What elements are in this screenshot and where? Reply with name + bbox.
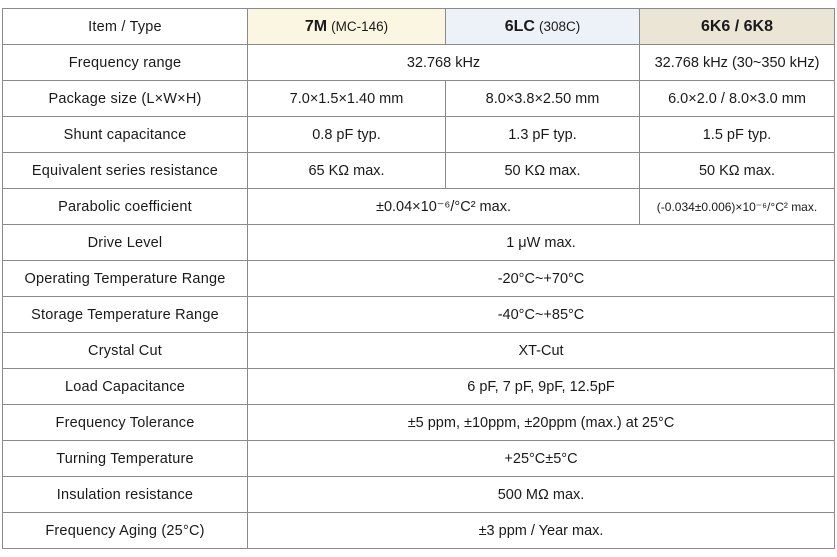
cell-value: ±3 ppm / Year max. bbox=[248, 513, 835, 549]
table-row bbox=[3, 81, 835, 117]
header-item-type: Item / Type bbox=[3, 9, 248, 45]
code-6lc: (308C) bbox=[539, 18, 581, 34]
table-row bbox=[3, 45, 835, 81]
table-row bbox=[3, 333, 835, 369]
row-label: Frequency Aging (25°C) bbox=[3, 513, 248, 549]
table-row bbox=[3, 477, 835, 513]
cell-value: XT-Cut bbox=[248, 333, 835, 369]
table-row bbox=[3, 513, 835, 549]
table-row bbox=[3, 117, 835, 153]
row-label: Crystal Cut bbox=[3, 333, 248, 369]
table-row bbox=[3, 189, 835, 225]
cell-value: 50 KΩ max. bbox=[446, 153, 640, 189]
header-6k6-6k8 bbox=[640, 9, 835, 45]
cell-value: 1.5 pF typ. bbox=[640, 117, 835, 153]
cell-value: 8.0×3.8×2.50 mm bbox=[446, 81, 640, 117]
row-label: Load Capacitance bbox=[3, 369, 248, 405]
row-label: Storage Temperature Range bbox=[3, 297, 248, 333]
code-7m: (MC-146) bbox=[331, 18, 389, 34]
spec-table bbox=[2, 8, 835, 549]
model-7m: 7M bbox=[304, 17, 328, 35]
table-row bbox=[3, 225, 835, 261]
row-label: Shunt capacitance bbox=[3, 117, 248, 153]
row-label: Frequency Tolerance bbox=[3, 405, 248, 441]
cell-value: (-0.034±0.006)×10⁻⁶/°C² max. bbox=[640, 189, 835, 225]
model-6lc: 6LC bbox=[504, 17, 535, 35]
table-row bbox=[3, 441, 835, 477]
cell-value: -20°C~+70°C bbox=[248, 261, 835, 297]
cell-value: -40°C~+85°C bbox=[248, 297, 835, 333]
table-row bbox=[3, 297, 835, 333]
cell-value: 50 KΩ max. bbox=[640, 153, 835, 189]
header-6lc bbox=[446, 9, 640, 45]
header-row bbox=[3, 9, 835, 45]
row-label: Drive Level bbox=[3, 225, 248, 261]
cell-value: 500 MΩ max. bbox=[248, 477, 835, 513]
cell-value: ±5 ppm, ±10ppm, ±20ppm (max.) at 25°C bbox=[248, 405, 835, 441]
row-label: Insulation resistance bbox=[3, 477, 248, 513]
header-7m bbox=[248, 9, 446, 45]
model-6k6-6k8: 6K6 / 6K8 bbox=[700, 17, 774, 35]
cell-value: 32.768 kHz (30~350 kHz) bbox=[640, 45, 835, 81]
cell-value: 32.768 kHz bbox=[248, 45, 640, 81]
cell-value: 1.3 pF typ. bbox=[446, 117, 640, 153]
cell-value: 0.8 pF typ. bbox=[248, 117, 446, 153]
row-label: Package size (L×W×H) bbox=[3, 81, 248, 117]
table-row bbox=[3, 153, 835, 189]
row-label: Turning Temperature bbox=[3, 441, 248, 477]
cell-value: 65 KΩ max. bbox=[248, 153, 446, 189]
cell-value: 6 pF, 7 pF, 9pF, 12.5pF bbox=[248, 369, 835, 405]
row-label: Parabolic coefficient bbox=[3, 189, 248, 225]
row-label: Frequency range bbox=[3, 45, 248, 81]
cell-value: ±0.04×10⁻⁶/°C² max. bbox=[248, 189, 640, 225]
cell-value: 7.0×1.5×1.40 mm bbox=[248, 81, 446, 117]
cell-value: +25°C±5°C bbox=[248, 441, 835, 477]
cell-value: 1 μW max. bbox=[248, 225, 835, 261]
row-label: Operating Temperature Range bbox=[3, 261, 248, 297]
cell-value: 6.0×2.0 / 8.0×3.0 mm bbox=[640, 81, 835, 117]
table-row bbox=[3, 369, 835, 405]
table-row bbox=[3, 405, 835, 441]
row-label: Equivalent series resistance bbox=[3, 153, 248, 189]
table-row bbox=[3, 261, 835, 297]
